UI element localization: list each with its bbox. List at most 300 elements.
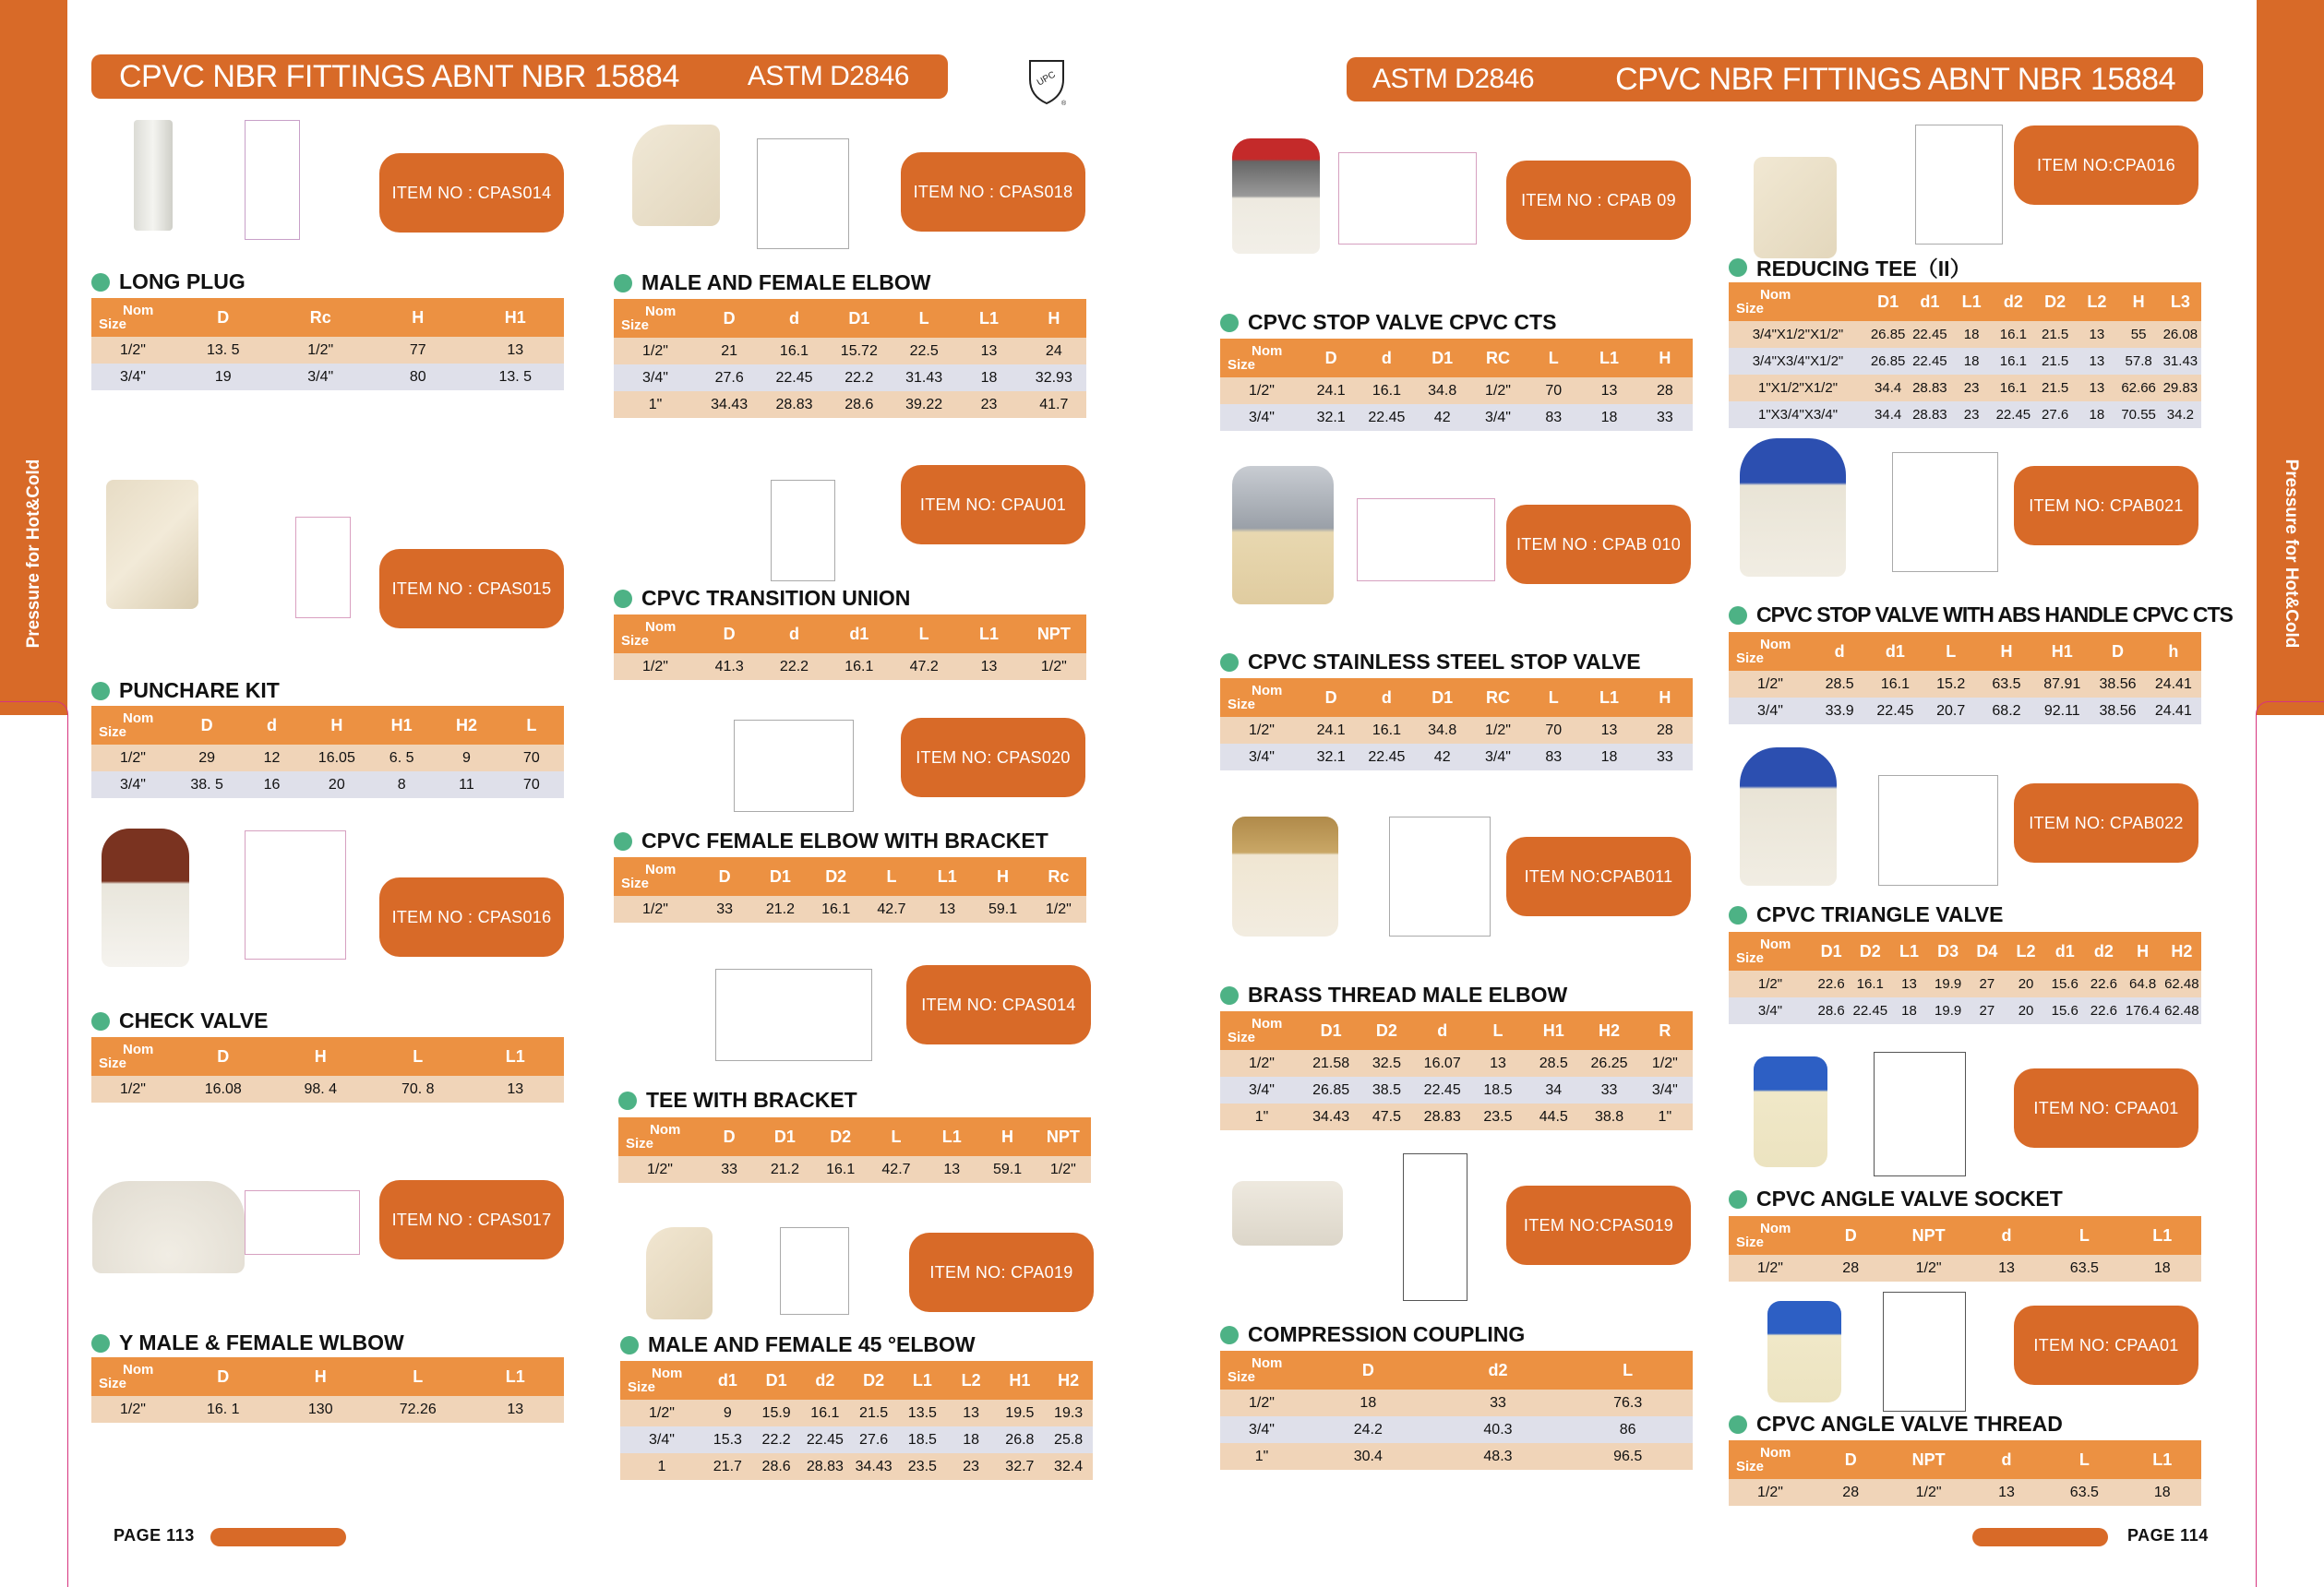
table-cell: 34.4: [1867, 401, 1909, 428]
table-row: [620, 1400, 1093, 1426]
table-row: [1729, 1255, 2201, 1282]
table-cell: 15.9: [752, 1400, 801, 1426]
column-header: D1: [757, 1117, 812, 1156]
table-cell: 18: [1581, 404, 1636, 431]
section-title: [1220, 310, 1556, 335]
column-header: D1: [752, 857, 808, 896]
section-title: [1729, 252, 1971, 282]
table-row: [620, 1453, 1093, 1480]
table-cell: 86: [1563, 1416, 1693, 1443]
table-cell: 33.9: [1812, 698, 1867, 724]
technical-drawing-punchare-kit: [295, 517, 351, 618]
column-header: d: [761, 299, 826, 338]
column-header-nom-size: Nom Size: [618, 1117, 701, 1156]
table-cell: 1/2": [1470, 377, 1526, 404]
column-header: D1: [752, 1361, 801, 1400]
table-cell: 42: [1415, 404, 1470, 431]
table-cell: 28: [1812, 1479, 1889, 1506]
table-cell: 3/4": [1729, 698, 1812, 724]
technical-drawing-long-plug: [245, 120, 300, 240]
table-cell: 34.8: [1415, 377, 1470, 404]
column-header-nom-size: Nom Size: [91, 706, 174, 745]
column-header: L2: [2076, 282, 2117, 321]
table-cell: 1/2": [1889, 1255, 1967, 1282]
column-header: D1: [1867, 282, 1909, 321]
table-cell: 1": [614, 391, 697, 418]
table-cell: 33: [1637, 744, 1693, 770]
column-header: L: [1526, 339, 1581, 377]
table-cell: 3/4": [1220, 1077, 1303, 1104]
table-cell: 16.1: [1993, 321, 2034, 348]
column-header: D: [1812, 1440, 1889, 1479]
column-header: L: [1563, 1351, 1693, 1390]
table-cell: 28.83: [1415, 1104, 1470, 1130]
table-row: [1220, 1077, 1693, 1104]
table-header-row: [1220, 1011, 1693, 1050]
right-side-tab: [2257, 0, 2324, 715]
table-cell: 1/2": [620, 1400, 703, 1426]
table-cell: 18.5: [898, 1426, 947, 1453]
column-header: L1: [1951, 282, 1993, 321]
column-header: D: [701, 1117, 757, 1156]
technical-drawing-45-elbow: [780, 1227, 849, 1315]
table-cell: 13: [1470, 1050, 1526, 1077]
column-header: H: [1979, 632, 2034, 671]
table-header-row: [1729, 632, 2201, 671]
table-header-row: [91, 298, 564, 337]
table-cell: 3/4": [1637, 1077, 1693, 1104]
column-header: NPT: [1889, 1216, 1967, 1255]
table-header-row: [1220, 1351, 1693, 1390]
item-badge-cpa019: ITEM NO: CPA019: [909, 1233, 1094, 1312]
column-header: H1: [467, 298, 565, 337]
table-cell: 22.45: [1909, 348, 1950, 375]
table-cell: 18: [956, 364, 1021, 391]
table-cell: 13: [1889, 971, 1928, 997]
item-badge-cpas018: ITEM NO : CPAS018: [901, 152, 1085, 232]
section-title: [91, 1008, 268, 1033]
table-cell: 34.4: [1867, 375, 1909, 401]
table-cell: 28.6: [827, 391, 892, 418]
column-header: D2: [1851, 932, 1889, 971]
column-header: L: [1526, 678, 1581, 717]
section-title: [620, 1332, 976, 1357]
column-header: L1: [919, 857, 975, 896]
item-badge-cpab09: ITEM NO : CPAB 09: [1506, 161, 1691, 240]
column-header: d: [1968, 1440, 2045, 1479]
item-badge-cpas014: ITEM NO : CPAS014: [379, 153, 564, 233]
section-title-text: COMPRESSION COUPLING: [1248, 1322, 1526, 1346]
table-cell: 34.43: [849, 1453, 898, 1480]
bullet-icon: [1220, 314, 1239, 332]
product-photo-brass-elbow: [1232, 817, 1338, 937]
table-cell: 62.48: [2162, 997, 2201, 1024]
table-cell: 16.05: [305, 745, 369, 771]
page-number-left: PAGE 113: [114, 1526, 195, 1545]
table-cell: 1/2": [1889, 1479, 1967, 1506]
table-cell: 21.5: [2034, 348, 2076, 375]
product-photo-stop-valve: [1232, 138, 1320, 254]
table-cell: 1/2": [614, 338, 697, 364]
table-cell: 1": [1220, 1443, 1303, 1470]
table-cell: 26.85: [1303, 1077, 1359, 1104]
section-title-text: LONG PLUG: [119, 269, 246, 293]
item-badge-cpab022: ITEM NO: CPAB022: [2014, 783, 2198, 863]
column-header: d: [1359, 339, 1414, 377]
table-cell: 28: [1812, 1255, 1889, 1282]
table-cell: 26.25: [1581, 1050, 1636, 1077]
table-cell: 18: [947, 1426, 996, 1453]
product-photo-punchare-kit: [106, 480, 198, 609]
table-row: [1729, 375, 2201, 401]
column-header: L1: [467, 1037, 565, 1076]
section-title-text: CPVC STAINLESS STEEL STOP VALVE: [1248, 650, 1641, 674]
column-header: H: [1637, 339, 1693, 377]
table-cell: 13: [947, 1400, 996, 1426]
table-row: [614, 653, 1086, 680]
table-cell: 22.6: [1812, 971, 1851, 997]
table-cell: 16.1: [1359, 717, 1414, 744]
column-header-nom-size: Nom Size: [614, 615, 697, 653]
table-row: [1220, 1443, 1693, 1470]
table-row: [614, 896, 1086, 923]
spec-table-female-elbow-bracket: [614, 857, 1086, 923]
item-badge-cpab011: ITEM NO:CPAB011: [1506, 837, 1691, 916]
bullet-icon: [91, 1334, 110, 1353]
table-cell: 22.45: [761, 364, 826, 391]
table-row: [614, 338, 1086, 364]
section-title: [1729, 1412, 2063, 1437]
table-cell: 18: [2124, 1255, 2201, 1282]
item-badge-cpas017: ITEM NO : CPAS017: [379, 1180, 564, 1259]
table-cell: 28.83: [1909, 401, 1950, 428]
table-cell: 63.5: [1979, 671, 2034, 698]
table-cell: 13: [467, 1076, 565, 1103]
table-cell: 38.5: [1359, 1077, 1414, 1104]
section-title-text: CPVC STOP VALVE CPVC CTS: [1248, 310, 1557, 334]
section-title-text: CPVC ANGLE VALVE SOCKET: [1756, 1187, 2063, 1211]
table-cell: 12: [239, 745, 304, 771]
table-cell: 16: [239, 771, 304, 798]
column-header: L2: [947, 1361, 996, 1400]
table-cell: 3/4": [91, 364, 174, 390]
item-badge-cpas020: ITEM NO: CPAS020: [901, 718, 1085, 797]
table-cell: 42.7: [864, 896, 919, 923]
column-header: L: [1470, 1011, 1526, 1050]
table-row: [91, 771, 564, 798]
column-header: H2: [1044, 1361, 1093, 1400]
bullet-icon: [1729, 1190, 1747, 1209]
table-cell: 1/2": [1220, 377, 1303, 404]
table-cell: 13.5: [898, 1400, 947, 1426]
table-cell: 83: [1526, 404, 1581, 431]
column-header: H1: [2034, 632, 2090, 671]
column-header: d: [761, 615, 826, 653]
table-cell: 22.45: [1415, 1077, 1470, 1104]
table-cell: 18: [1581, 744, 1636, 770]
technical-drawing-male-female-elbow: [757, 138, 849, 249]
bullet-icon: [620, 1336, 639, 1354]
column-header: H1: [1526, 1011, 1581, 1050]
table-cell: 32.1: [1303, 744, 1359, 770]
column-header: D1: [1415, 678, 1470, 717]
table-cell: 1/2": [91, 1076, 174, 1103]
table-header-row: [614, 615, 1086, 653]
spec-table-tee-with-bracket: [618, 1117, 1091, 1183]
column-header: H1: [996, 1361, 1045, 1400]
table-row: [614, 391, 1086, 418]
table-cell: 23.5: [1470, 1104, 1526, 1130]
left-side-tab: [0, 0, 67, 715]
table-cell: 59.1: [975, 896, 1030, 923]
table-cell: 24.41: [2146, 671, 2201, 698]
section-title-text: BRASS THREAD MALE ELBOW: [1248, 983, 1568, 1007]
table-cell: 22.2: [752, 1426, 801, 1453]
bullet-icon: [618, 1092, 637, 1110]
column-header: H: [272, 1037, 370, 1076]
table-row: [91, 745, 564, 771]
technical-drawing-y-elbow: [245, 1190, 360, 1255]
technical-drawing-angle-valve-thread: [1883, 1292, 1966, 1412]
table-cell: 80: [369, 364, 467, 390]
section-title-text: CPVC FEMALE ELBOW WITH BRACKET: [641, 829, 1048, 853]
table-cell: 1/2": [1220, 1390, 1303, 1416]
table-cell: 63.5: [2045, 1479, 2123, 1506]
section-title: [1729, 902, 2004, 927]
table-cell: 11: [434, 771, 498, 798]
spec-table-male-female-elbow: [614, 299, 1086, 418]
column-header: d2: [1433, 1351, 1563, 1390]
section-title: [91, 678, 280, 703]
table-row: [1729, 321, 2201, 348]
product-photo-long-plug: [134, 120, 173, 231]
item-badge-cpab010: ITEM NO : CPAB 010: [1506, 505, 1691, 584]
table-cell: 21.58: [1303, 1050, 1359, 1077]
column-header: D: [1303, 339, 1359, 377]
table-cell: 28: [1637, 717, 1693, 744]
column-header: L1: [2124, 1216, 2201, 1255]
spec-table-angle-valve-socket: [1729, 1216, 2201, 1282]
bullet-icon: [1220, 1326, 1239, 1344]
table-cell: 16. 1: [174, 1396, 272, 1423]
column-header: D2: [809, 857, 864, 896]
banner-standard: ASTM D2846: [747, 61, 909, 91]
column-header: L: [892, 615, 956, 653]
table-cell: 47.5: [1359, 1104, 1414, 1130]
table-cell: 13: [2076, 375, 2117, 401]
column-header-nom-size: Nom Size: [1729, 282, 1867, 321]
section-title: [91, 1330, 404, 1355]
table-header-row: [1220, 678, 1693, 717]
table-cell: 18: [1889, 997, 1928, 1024]
column-header: D1: [1812, 932, 1851, 971]
table-cell: 1/2": [91, 1396, 174, 1423]
technical-drawing-stainless-stop-valve: [1357, 498, 1495, 581]
table-cell: 20: [2007, 997, 2045, 1024]
table-header-row: [1729, 1216, 2201, 1255]
section-title: [618, 1088, 857, 1113]
table-cell: 72.26: [369, 1396, 467, 1423]
table-cell: 22.45: [1867, 698, 1923, 724]
table-cell: 1/2": [614, 896, 697, 923]
column-header: d1: [1867, 632, 1923, 671]
table-cell: 21.5: [2034, 321, 2076, 348]
bullet-icon: [1729, 258, 1747, 277]
table-cell: 22.2: [827, 364, 892, 391]
table-cell: 40.3: [1433, 1416, 1563, 1443]
table-row: [1220, 717, 1693, 744]
column-header: L1: [898, 1361, 947, 1400]
table-cell: 34: [1526, 1077, 1581, 1104]
table-cell: 70. 8: [369, 1076, 467, 1103]
spec-table-y-elbow: [91, 1357, 564, 1423]
table-cell: 21.2: [752, 896, 808, 923]
section-title-text: PUNCHARE KIT: [119, 678, 280, 702]
column-header: L1: [1581, 339, 1636, 377]
column-header: L1: [1889, 932, 1928, 971]
column-header: L1: [924, 1117, 979, 1156]
table-cell: 13. 5: [467, 364, 565, 390]
technical-drawing-reducing-tee: [1915, 125, 2003, 245]
table-cell: 33: [1581, 1077, 1636, 1104]
table-cell: 15.72: [827, 338, 892, 364]
table-cell: 13: [2076, 321, 2117, 348]
item-badge-cpab021: ITEM NO: CPAB021: [2014, 466, 2198, 545]
table-cell: 22.45: [1851, 997, 1889, 1024]
product-photo-abs-handle-valve: [1740, 438, 1846, 577]
table-cell: 41.7: [1022, 391, 1086, 418]
table-cell: 70.55: [2118, 401, 2160, 428]
technical-drawing-transition-union: [771, 480, 835, 581]
table-cell: 24.2: [1303, 1416, 1433, 1443]
table-header-row: [1220, 339, 1693, 377]
table-cell: 38.56: [2090, 671, 2145, 698]
table-cell: 18: [2124, 1479, 2201, 1506]
table-cell: 21: [697, 338, 761, 364]
table-row: [1729, 401, 2201, 428]
table-cell: 13: [924, 1156, 979, 1183]
column-header: H: [975, 857, 1030, 896]
column-header-nom-size: Nom Size: [1220, 1351, 1303, 1390]
table-cell: 13: [467, 337, 565, 364]
table-cell: 70: [499, 745, 564, 771]
bullet-icon: [614, 274, 632, 292]
column-header: L: [864, 857, 919, 896]
column-header: RC: [1470, 339, 1526, 377]
table-cell: 16.1: [1359, 377, 1414, 404]
column-header-nom-size: Nom Size: [614, 299, 697, 338]
column-header: d1: [1909, 282, 1950, 321]
table-cell: 28.5: [1812, 671, 1867, 698]
table-cell: 31.43: [892, 364, 956, 391]
technical-drawing-compression-coupling: [1403, 1153, 1467, 1301]
column-header: NPT: [1036, 1117, 1091, 1156]
table-cell: 62.48: [2162, 971, 2201, 997]
table-cell: 16.1: [813, 1156, 869, 1183]
table-cell: 16.1: [1993, 348, 2034, 375]
table-cell: 16.1: [761, 338, 826, 364]
table-row: [1220, 1390, 1693, 1416]
technical-drawing-angle-valve-socket: [1874, 1052, 1966, 1176]
technical-drawing-stop-valve: [1338, 152, 1477, 245]
table-cell: 13. 5: [174, 337, 272, 364]
section-title: [1220, 1322, 1525, 1347]
table-cell: 9: [703, 1400, 752, 1426]
column-header: L: [892, 299, 956, 338]
table-cell: 1/2": [91, 745, 174, 771]
table-cell: 3/4": [1220, 744, 1303, 770]
item-badge-cpa016: ITEM NO:CPA016: [2014, 125, 2198, 205]
table-cell: 20: [2007, 971, 2045, 997]
column-header: L: [2045, 1440, 2123, 1479]
table-cell: 9: [434, 745, 498, 771]
table-cell: 83: [1526, 744, 1581, 770]
table-cell: 3/4": [614, 364, 697, 391]
table-cell: 1/2": [1729, 1255, 1812, 1282]
table-header-row: [618, 1117, 1091, 1156]
section-title-text: MALE AND FEMALE 45 °ELBOW: [648, 1332, 976, 1356]
table-cell: 3/4": [1220, 1416, 1303, 1443]
table-cell: 23: [1951, 375, 1993, 401]
table-cell: 42: [1415, 744, 1470, 770]
column-header: H2: [2162, 932, 2201, 971]
table-cell: 24.1: [1303, 717, 1359, 744]
table-cell: 19.9: [1929, 997, 1968, 1024]
table-cell: 26.85: [1867, 321, 1909, 348]
column-header: Rc: [272, 298, 370, 337]
column-header: D: [174, 1037, 272, 1076]
table-header-row: [614, 299, 1086, 338]
column-header: d2: [2084, 932, 2123, 971]
table-cell: 1/2": [1022, 653, 1086, 680]
table-cell: 34.43: [697, 391, 761, 418]
table-cell: 1": [1220, 1104, 1303, 1130]
spec-table-abs-handle-valve: [1729, 632, 2201, 724]
side-tab-label: Pressure for Hot&Cold: [23, 459, 43, 649]
table-cell: 23: [1951, 401, 1993, 428]
table-cell: 39.22: [892, 391, 956, 418]
item-badge-cpas014-tee: ITEM NO: CPAS014: [906, 965, 1091, 1044]
column-header-nom-size: Nom Size: [1729, 1440, 1812, 1479]
section-title-text: REDUCING TEE（II）: [1756, 257, 1971, 280]
column-header-nom-size: Nom Size: [91, 1357, 174, 1396]
table-cell: 44.5: [1526, 1104, 1581, 1130]
table-cell: 6. 5: [369, 745, 434, 771]
column-header: L1: [2124, 1440, 2201, 1479]
column-header: D1: [827, 299, 892, 338]
column-header-nom-size: Nom Size: [1729, 632, 1812, 671]
table-cell: 1/2": [272, 337, 370, 364]
column-header: H: [1637, 678, 1693, 717]
table-cell: 48.3: [1433, 1443, 1563, 1470]
table-cell: 19.5: [996, 1400, 1045, 1426]
right-crop-line: [2256, 701, 2324, 1587]
section-title: [614, 270, 930, 295]
table-cell: 24: [1022, 338, 1086, 364]
table-cell: 3/4": [1470, 744, 1526, 770]
bullet-icon: [1729, 906, 1747, 925]
table-cell: 38. 5: [174, 771, 239, 798]
table-cell: 25.8: [1044, 1426, 1093, 1453]
table-cell: 3/4": [1220, 404, 1303, 431]
table-cell: 55: [2118, 321, 2160, 348]
table-cell: 33: [1637, 404, 1693, 431]
table-row: [91, 337, 564, 364]
table-cell: 57.8: [2118, 348, 2160, 375]
table-cell: 34.8: [1415, 717, 1470, 744]
table-cell: 32.4: [1044, 1453, 1093, 1480]
table-cell: 1/2": [1637, 1050, 1693, 1077]
